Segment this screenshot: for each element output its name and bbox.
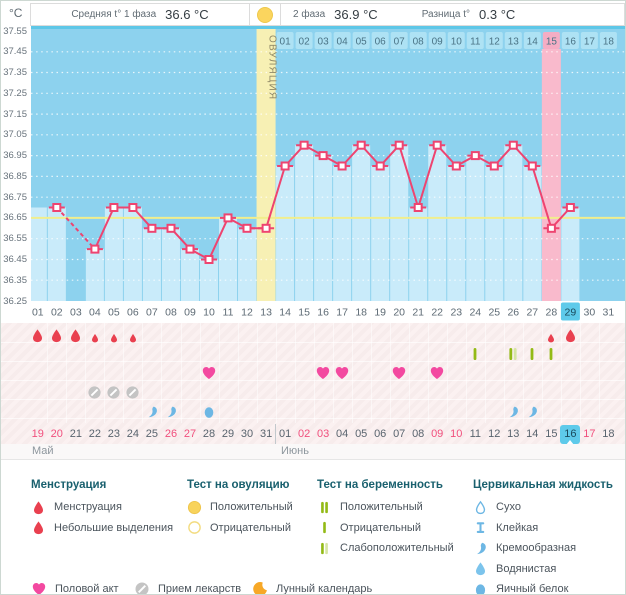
top-date-label: 15 — [545, 36, 557, 48]
period-band — [542, 49, 561, 301]
date-cell[interactable]: 10 — [450, 428, 463, 440]
cycle-day-label: 19 — [374, 306, 387, 319]
top-date-label: 01 — [279, 36, 291, 48]
top-date-label: 05 — [355, 36, 367, 48]
pregnancy-test-entry — [543, 346, 559, 367]
temperature-point[interactable] — [491, 163, 498, 170]
preg-neg-icon — [317, 520, 332, 535]
cycle-day-label: 03 — [70, 306, 82, 319]
date-cell[interactable]: 20 — [50, 428, 63, 440]
chart-day-column[interactable] — [409, 208, 427, 302]
temperature-point[interactable] — [358, 142, 365, 149]
cervical-fluid-entry — [506, 405, 520, 424]
phase2-value: 36.9 °С — [334, 7, 378, 22]
legend-item — [473, 579, 568, 595]
date-cell[interactable]: 09 — [431, 428, 444, 440]
legend-group-title: Менструация — [31, 479, 107, 491]
grid-col-line — [219, 323, 220, 423]
y-axis-tick-label: 36.25 — [3, 295, 27, 307]
chart-day-column[interactable] — [352, 145, 370, 301]
temperature-point[interactable] — [110, 204, 117, 211]
temperature-point[interactable] — [91, 246, 98, 253]
cervical-fluid-entry — [525, 405, 539, 424]
cycle-day-label: 10 — [203, 306, 215, 319]
temperature-point[interactable] — [244, 225, 251, 232]
temperature-point[interactable] — [129, 204, 136, 211]
cf-creamy-icon — [506, 405, 520, 419]
cf-watery-icon — [473, 561, 488, 576]
grid-col-line — [161, 323, 162, 423]
y-axis-tick-label: 36.55 — [3, 233, 27, 245]
phase1-summary — [31, 4, 250, 25]
cf-sticky-icon — [473, 520, 488, 535]
cervical-fluid-entry — [202, 405, 216, 424]
sex-icon — [201, 365, 217, 381]
cycle-day-label: 11 — [222, 306, 234, 319]
temperature-point[interactable] — [225, 214, 232, 221]
symptom-calendar-grid — [1, 323, 626, 459]
cycle-day-label: 14 — [279, 306, 291, 319]
legend-item-label: Кремообразная — [496, 542, 577, 554]
drop-small-icon — [128, 333, 138, 343]
phase1-value: 36.6 °С — [165, 7, 209, 22]
date-cell[interactable]: 08 — [412, 428, 425, 440]
summary-header — [30, 3, 625, 26]
temperature-chart — [31, 26, 626, 321]
temperature-point[interactable] — [529, 163, 536, 170]
grid-col-line — [238, 323, 239, 423]
legend-item-label: Водянистая — [496, 562, 557, 575]
sex-icon — [315, 365, 331, 381]
date-cell[interactable]: 28 — [202, 428, 216, 440]
chart-day-column[interactable] — [561, 208, 579, 302]
temperature-point[interactable] — [396, 142, 403, 149]
date-cell[interactable]: 14 — [526, 428, 539, 440]
date-cell[interactable]: 25 — [145, 428, 159, 440]
temperature-point[interactable] — [148, 225, 155, 232]
pills-icon — [125, 385, 140, 400]
month-label-june: Июнь — [281, 445, 309, 457]
y-axis-tick-label: 37.55 — [3, 25, 27, 37]
legend-item-label: Положительный — [340, 501, 423, 513]
cycle-day-label: 26 — [507, 306, 520, 319]
pills-icon — [106, 385, 121, 400]
top-date-label: 03 — [317, 36, 329, 48]
ovul-neg-icon — [187, 520, 202, 535]
y-axis-tick-label: 36.75 — [3, 191, 27, 203]
temperature-point[interactable] — [415, 204, 422, 211]
date-cell[interactable]: 17 — [583, 428, 596, 440]
date-cell[interactable]: 01 — [278, 428, 292, 440]
drop-small-icon — [31, 520, 46, 535]
legend-item — [317, 497, 423, 517]
preg-neg-icon — [467, 346, 483, 362]
cycle-day-label: 29 — [564, 306, 577, 319]
grid-col-line — [66, 323, 67, 423]
legend-item — [252, 579, 372, 595]
temperature-point[interactable] — [168, 225, 175, 232]
cycle-day-label: 12 — [241, 306, 253, 319]
top-date-label: 11 — [470, 36, 481, 48]
drop-small-icon — [90, 333, 100, 343]
chart-day-column[interactable] — [143, 228, 161, 301]
intimacy-entry — [201, 365, 217, 386]
y-axis-tick-label: 36.65 — [3, 212, 27, 224]
date-cell[interactable]: 07 — [393, 428, 406, 440]
legend-item — [317, 538, 454, 558]
legend-item — [473, 559, 556, 579]
date-cell[interactable]: 31 — [259, 428, 273, 440]
phase1-label: Средняя t° 1 фаза — [71, 9, 157, 20]
cycle-day-label: 06 — [127, 306, 139, 319]
legend-item-label: Лунный календарь — [276, 583, 373, 595]
drop-small-icon — [546, 333, 556, 343]
y-axis-tick-label: 36.45 — [3, 253, 27, 265]
pregnancy-test-entry — [524, 346, 540, 367]
grid-col-line — [352, 323, 353, 423]
temperature-point[interactable] — [320, 152, 327, 159]
legend-item-label: Отрицательный — [210, 521, 291, 534]
cycle-day-label: 02 — [50, 306, 63, 319]
legend-group-title: Тест на овуляцию — [187, 479, 290, 491]
pills-icon — [134, 581, 150, 595]
temperature-point[interactable] — [510, 142, 517, 149]
cf-creamy-icon — [525, 405, 539, 419]
cycle-day-label: 28 — [545, 306, 558, 319]
grid-col-line — [466, 323, 467, 423]
cycle-day-label: 15 — [298, 306, 310, 319]
y-axis-tick-label: 36.95 — [3, 150, 27, 162]
date-cell[interactable]: 29 — [221, 428, 235, 440]
date-cell[interactable]: 23 — [107, 428, 121, 440]
cycle-day-label: 25 — [488, 306, 501, 319]
chart-day-column[interactable] — [314, 156, 332, 301]
temperature-point[interactable] — [377, 163, 384, 170]
legend-item — [187, 497, 293, 517]
top-date-label: 12 — [488, 36, 500, 48]
grid-col-line — [561, 323, 562, 423]
date-cell[interactable]: 26 — [164, 428, 178, 440]
pregnancy-test-entry — [505, 346, 521, 367]
intimacy-entry — [391, 365, 407, 386]
cf-creamy-icon — [473, 541, 488, 556]
ovulation-day-icon — [257, 7, 273, 23]
medication-entry — [106, 385, 121, 405]
top-date-label: 17 — [583, 36, 595, 48]
cycle-day-label: 21 — [412, 306, 425, 319]
y-axis-tick-label: 37.25 — [3, 87, 27, 99]
month-label-may: Май — [32, 445, 54, 457]
chart-day-column[interactable] — [124, 208, 142, 302]
legend-item-label: Сухо — [496, 501, 521, 513]
grid-col-line — [485, 323, 486, 423]
sex-icon — [31, 581, 47, 595]
legend-item-label: Половой акт — [55, 583, 119, 595]
legend-item — [317, 518, 421, 538]
legend-item-label: Слабоположительный — [340, 542, 454, 554]
grid-col-line — [371, 323, 372, 423]
grid-col-line — [580, 323, 581, 423]
menstruation-entry — [68, 328, 83, 348]
moon-icon — [252, 581, 268, 595]
cycle-day-label: 31 — [602, 306, 615, 319]
date-cell[interactable]: 15 — [545, 428, 558, 440]
diff-value: 0.3 °С — [479, 7, 516, 22]
drop-small-icon — [109, 333, 119, 343]
cycle-day-label: 24 — [469, 306, 482, 319]
cycle-day-label: 30 — [583, 306, 596, 319]
grid-col-line — [447, 323, 448, 423]
menstruation-entry — [128, 330, 138, 348]
menstruation-entry — [49, 328, 64, 348]
date-cell[interactable]: 30 — [240, 428, 254, 440]
grid-col-line — [542, 323, 543, 423]
date-cell[interactable]: 19 — [31, 428, 44, 440]
date-cell[interactable]: 18 — [602, 428, 615, 440]
legend-item — [31, 579, 119, 595]
grid-col-line — [295, 323, 296, 423]
top-date-label: 06 — [374, 36, 386, 48]
cycle-day-label: 05 — [108, 306, 120, 319]
date-cell[interactable]: 03 — [316, 428, 330, 440]
preg-neg-icon — [543, 346, 559, 362]
date-cell[interactable]: 06 — [374, 428, 387, 440]
legend-item — [31, 497, 122, 517]
top-date-label: 04 — [336, 36, 348, 48]
legend-group-title: Тест на беременность — [317, 479, 443, 491]
date-cell[interactable]: 02 — [297, 428, 311, 440]
month-row — [1, 444, 626, 459]
temperature-point[interactable] — [206, 256, 213, 263]
grid-col-line — [257, 323, 258, 423]
pregnancy-test-entry — [467, 346, 483, 367]
sex-icon — [391, 365, 407, 381]
date-cell[interactable]: 16 — [560, 425, 580, 444]
phase2-label: 2 фаза — [293, 9, 326, 20]
grid-col-line — [504, 323, 505, 423]
cf-dry-icon — [473, 500, 488, 515]
menstruation-entry — [90, 330, 100, 348]
preg-neg-icon — [524, 346, 540, 362]
top-date-label: 14 — [526, 36, 538, 48]
menstruation-entry — [109, 330, 119, 348]
top-date-label: 07 — [393, 36, 405, 48]
top-date-label: 10 — [450, 36, 462, 48]
cf-eggwhite-icon — [202, 405, 216, 419]
temperature-point[interactable] — [187, 246, 194, 253]
date-cell[interactable]: 13 — [507, 428, 520, 440]
cycle-day-label: 07 — [146, 306, 158, 319]
legend-item — [473, 518, 538, 538]
legend-item-label: Менструация — [54, 501, 122, 513]
y-axis-tick-label: 37.05 — [3, 129, 27, 141]
legend-item — [31, 518, 173, 538]
top-date-label: 02 — [298, 36, 310, 48]
chart-day-column[interactable] — [31, 208, 47, 302]
temperature-point[interactable] — [567, 204, 574, 211]
temperature-point[interactable] — [453, 163, 460, 170]
top-date-label: 18 — [602, 36, 614, 48]
ovulation-band-label: ОВУЛЯЦИЯ — [266, 35, 278, 101]
cf-creamy-icon — [164, 405, 178, 419]
intimacy-entry — [429, 365, 445, 386]
temperature-point[interactable] — [434, 142, 441, 149]
date-cell[interactable]: 05 — [355, 428, 368, 440]
date-cell[interactable]: 27 — [183, 428, 197, 440]
legend-group-title: Цервикальная жидкость — [473, 479, 613, 491]
cycle-day-label: 08 — [165, 306, 177, 319]
intimacy-entry — [334, 365, 350, 386]
cf-eggwhite-icon — [473, 582, 488, 595]
grid-col-line — [104, 323, 105, 423]
y-axis-tick-label: 37.15 — [3, 108, 27, 120]
top-date-label: 08 — [412, 36, 424, 48]
top-date-label: 16 — [564, 36, 576, 48]
legend-item-label: Отрицательный — [340, 521, 421, 534]
y-axis-unit-label: °C — [9, 6, 23, 20]
cycle-day-label: 13 — [260, 306, 272, 319]
legend-item — [187, 518, 291, 538]
temperature-point[interactable] — [301, 142, 308, 149]
chart-day-column[interactable] — [48, 208, 66, 302]
drop-icon — [68, 328, 83, 343]
cf-creamy-icon — [145, 405, 159, 419]
temperature-point[interactable] — [472, 152, 479, 159]
grid-col-line — [142, 323, 143, 423]
grid-col-line — [123, 323, 124, 423]
grid-col-line — [599, 323, 600, 423]
menstruation-entry — [30, 328, 45, 348]
cycle-day-label: 04 — [89, 306, 101, 319]
menstruation-entry — [563, 328, 578, 348]
cervical-fluid-entry — [164, 405, 178, 424]
cycle-day-label: 17 — [336, 306, 348, 319]
preg-weak-icon — [317, 541, 332, 556]
temperature-point[interactable] — [548, 225, 555, 232]
legend-item-label: Прием лекарств — [158, 583, 242, 595]
y-axis-tick-label: 36.85 — [3, 170, 27, 182]
date-cell[interactable]: 11 — [469, 428, 481, 440]
grid-col-line — [276, 323, 277, 423]
y-axis-tick-label: 37.35 — [3, 67, 27, 79]
cycle-day-label: 22 — [431, 306, 444, 319]
cycle-day-label: 01 — [31, 306, 44, 319]
ovulation-marker-cell — [250, 4, 281, 25]
legend-item — [473, 497, 521, 517]
cycle-day-label: 18 — [355, 306, 368, 319]
sex-icon — [429, 365, 445, 381]
intimacy-entry — [315, 365, 331, 386]
date-cell[interactable]: 04 — [335, 428, 349, 440]
medication-entry — [87, 385, 102, 405]
grid-col-line — [85, 323, 86, 423]
temperature-point[interactable] — [263, 225, 270, 232]
grid-col-line — [409, 323, 410, 423]
chart-day-column[interactable] — [86, 249, 104, 301]
cervical-fluid-entry — [145, 405, 159, 424]
drop-icon — [563, 328, 578, 343]
phase2-summary — [281, 4, 624, 25]
preg-weak-icon — [505, 346, 521, 362]
cycle-day-label: 23 — [450, 306, 463, 319]
cycle-day-label: 27 — [526, 306, 539, 319]
chart-top-border — [31, 26, 626, 29]
cycle-day-label: 20 — [393, 306, 406, 319]
cycle-day-label: 09 — [184, 306, 196, 319]
temperature-point[interactable] — [339, 163, 346, 170]
sex-icon — [334, 365, 350, 381]
legend-item-label: Положительный — [210, 501, 293, 513]
preg-pos-icon — [317, 500, 332, 515]
drop-icon — [31, 500, 46, 515]
legend-item — [473, 538, 576, 558]
legend-item-label: Яичный белок — [496, 583, 569, 595]
date-cell[interactable]: 22 — [88, 428, 102, 440]
y-axis-tick-label: 36.35 — [3, 274, 27, 286]
legend-item-label: Клейкая — [496, 521, 539, 534]
grid-col-line — [47, 323, 48, 423]
chart-day-column[interactable] — [295, 145, 313, 301]
drop-icon — [30, 328, 45, 343]
ovul-pos-icon — [187, 500, 202, 515]
grid-col-line — [523, 323, 524, 423]
y-axis-tick-label: 37.45 — [3, 46, 27, 58]
date-cell[interactable]: 21 — [69, 428, 83, 440]
temperature-point[interactable] — [282, 163, 289, 170]
diff-label: Разница t° — [421, 9, 471, 20]
temperature-point[interactable] — [53, 204, 60, 211]
chart-day-column[interactable] — [504, 145, 522, 301]
cycle-day-label: 16 — [317, 306, 329, 319]
date-cell[interactable]: 24 — [126, 428, 140, 440]
grid-col-line — [181, 323, 182, 423]
date-cell[interactable]: 12 — [488, 428, 501, 440]
top-date-label: 09 — [431, 36, 443, 48]
legend-item — [134, 579, 241, 595]
legend — [1, 459, 626, 595]
drop-icon — [49, 328, 64, 343]
chart-day-column[interactable] — [181, 249, 199, 301]
top-date-label: 13 — [507, 36, 519, 48]
medication-entry — [125, 385, 140, 405]
pills-icon — [87, 385, 102, 400]
legend-item-label: Небольшие выделения — [54, 521, 174, 534]
chart-day-column[interactable] — [466, 156, 484, 301]
